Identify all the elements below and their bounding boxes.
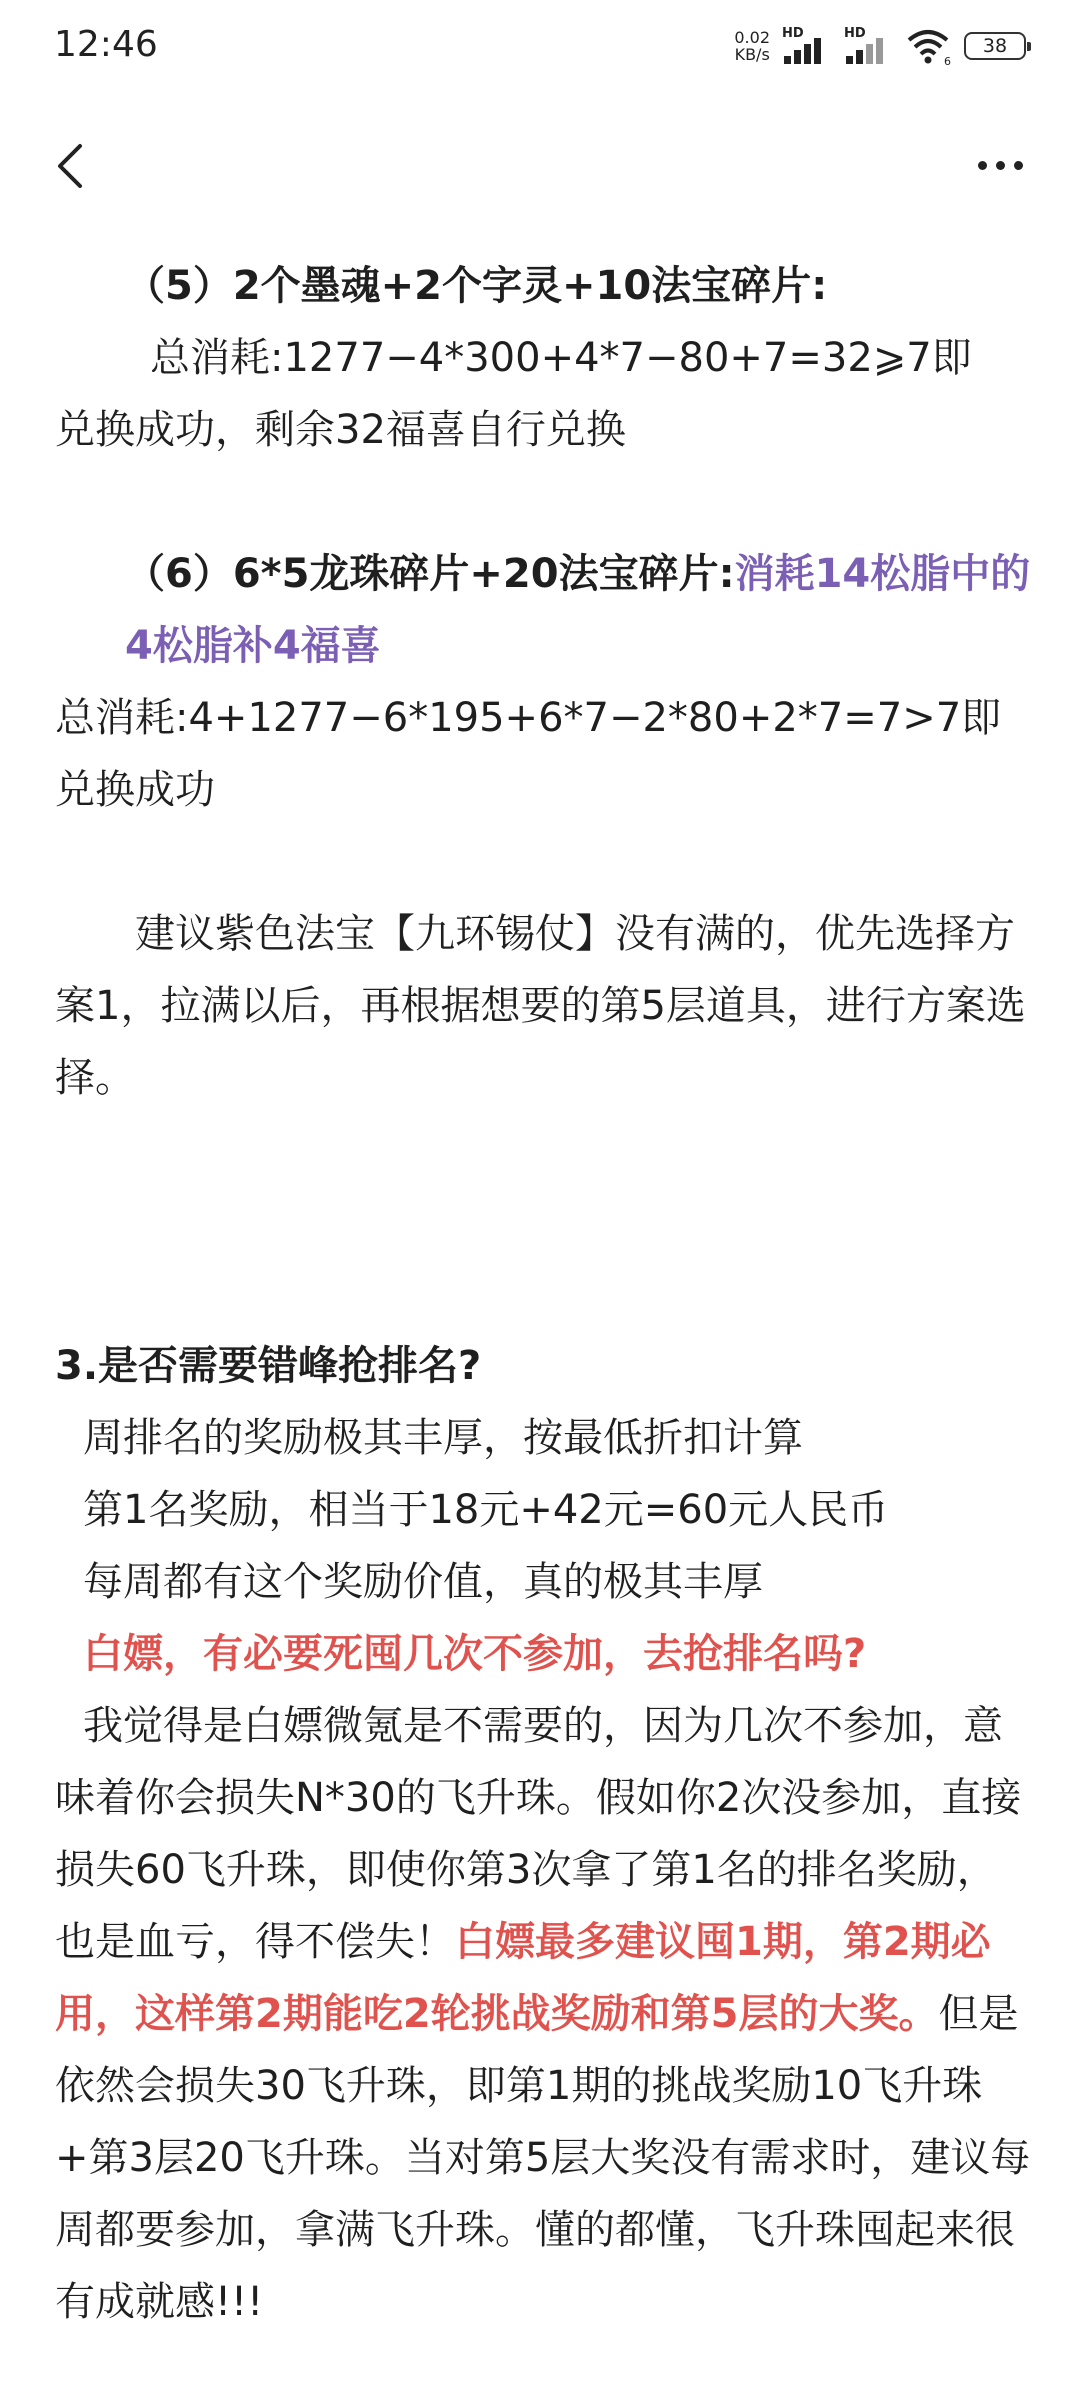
- status-time: 12:46: [54, 24, 158, 65]
- section3-para-red: 白嫖最多建议囤1期，第2期必用，这样第2期能吃2轮挑战奖励和第5层的大奖。: [55, 1919, 991, 2037]
- article-body: [55, 250, 1035, 2338]
- status-icons: [734, 26, 1026, 66]
- network-speed-value: 0.02: [734, 28, 770, 47]
- section3-para-cut: 成就感!!!: [95, 2279, 264, 2325]
- status-bar: [0, 0, 1080, 96]
- option5-heading: （5）2个墨魂+2个字灵+10法宝碎片:: [125, 263, 828, 309]
- battery-level: 38: [982, 35, 1008, 57]
- option5-line1: 总消耗:1277−4*300+4*7−80+7=32⩾7即: [150, 335, 972, 381]
- option6-highlight: 消耗14松脂中的4松脂补4福喜: [125, 551, 1031, 669]
- more-dot-icon: [1014, 161, 1023, 170]
- option5-line2: 兑换成功，剩余32福喜自行兑换: [55, 407, 626, 453]
- suggestion-paragraph: 建议紫色法宝【九环锡仗】没有满的，优先选择方案1，拉满以后，再根据想要的第5层道具，进行方案选择。: [55, 911, 1026, 1101]
- section3-red-question: 白嫖，有必要死囤几次不参加，去抢排名吗?: [83, 1631, 867, 1677]
- more-dot-icon: [978, 161, 987, 170]
- section3-para-b: 但是依然会损失30飞升珠，即第1期的挑战奖励10飞升珠+第3层20飞升珠。当对第5层大奖没有需求时，建议每周都要参加，拿满飞升珠。懂的都懂，飞升珠囤起来很有: [55, 1991, 1031, 2325]
- back-arrow-icon[interactable]: [48, 138, 98, 194]
- section3-line3: 每周都有这个奖励价值，真的极其丰厚: [83, 1559, 763, 1605]
- network-speed-unit: KB/s: [734, 45, 770, 64]
- section3-title: 3.是否需要错峰抢排名?: [55, 1343, 482, 1389]
- option6-heading-block: [55, 538, 1035, 682]
- top-nav-bar: [0, 120, 1080, 210]
- section3-para-a: 我觉得是白嫖微氪是不需要的，因为几次不参加，意味着你会损失N*30的飞升珠。假如你2次没参加，直接损失60飞升珠，即使你第3次拿了第1名的排名奖励，也是血亏，得不偿失！: [55, 1703, 1022, 1965]
- signal-sim1-icon: [782, 26, 832, 66]
- section3-line1: 周排名的奖励极其丰厚，按最低折扣计算: [83, 1415, 803, 1461]
- option6-line1: 总消耗:4+1277−6*195+6*7−2*80+2*7=7>7即: [55, 695, 1002, 741]
- section3-paragraph: [55, 1690, 1035, 2338]
- signal-sim2-icon: [844, 26, 894, 66]
- battery-icon: [964, 32, 1026, 60]
- more-options-button[interactable]: [970, 150, 1030, 180]
- section3-line2: 第1名奖励，相当于18元+42元=60元人民币: [83, 1487, 889, 1533]
- sim1-hd-label: HD: [782, 26, 804, 41]
- sim2-hd-label: HD: [844, 26, 866, 41]
- more-dot-icon: [996, 161, 1005, 170]
- wifi-badge: 6: [944, 55, 951, 66]
- wifi-icon: [906, 26, 952, 66]
- network-speed: [734, 29, 770, 63]
- option6-line2: 兑换成功: [55, 767, 215, 813]
- option6-heading: （6）6*5龙珠碎片+20法宝碎片:: [125, 551, 735, 597]
